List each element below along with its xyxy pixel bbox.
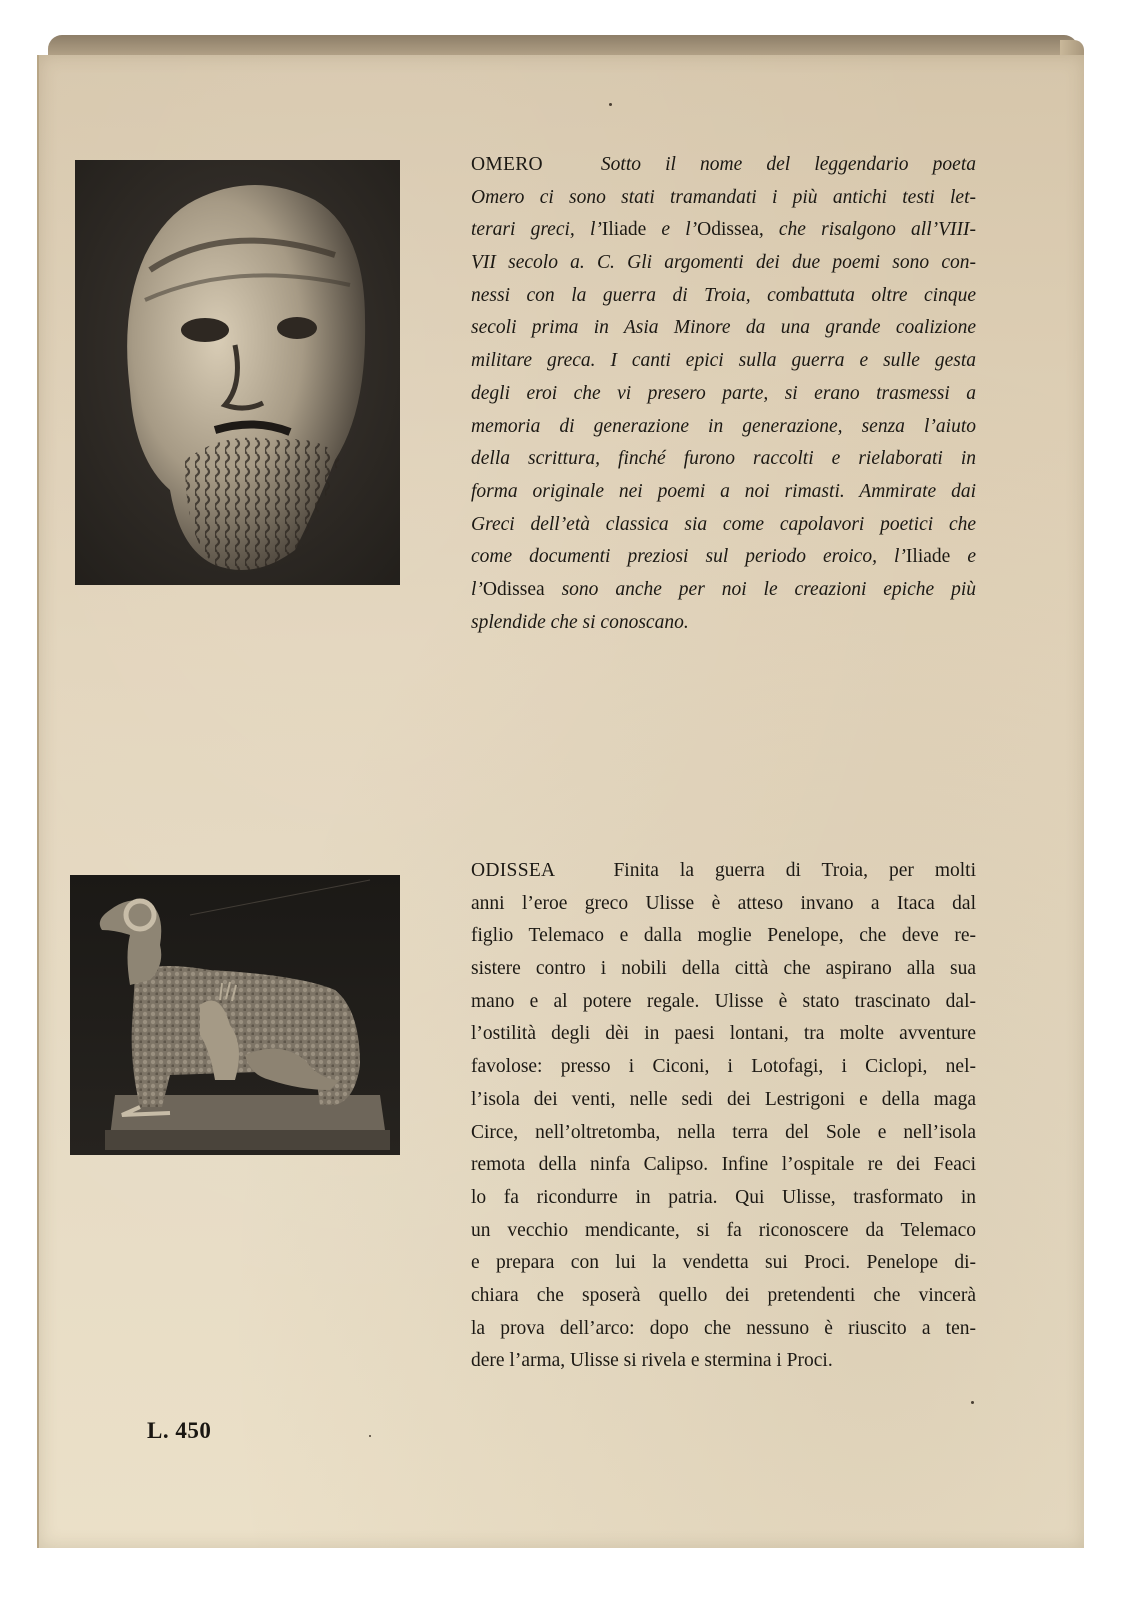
odissea-line: un vecchio mendicante, si fa riconoscere da Telemaco — [471, 1219, 976, 1241]
odissea-heading: ODISSEA — [471, 860, 556, 881]
omero-line: VII secolo a. C. Gli argomenti dei due poemi sono con- — [471, 252, 976, 274]
omero-line: come documenti preziosi sul periodo eroico, l’Iliade e — [471, 546, 977, 568]
odissea-line: favolose: presso i Ciconi, i Lotofagi, i Ciclopi, nel- — [471, 1056, 976, 1078]
odissea-line: remota della ninfa Calipso. Infine l’ospitale re dei Feaci — [471, 1154, 976, 1176]
omero-line: militare greca. I canti epici sulla guerra e sulle gesta — [471, 350, 976, 372]
omero-line: forma originale nei poemi a noi rimasti. Ammirate dai — [471, 480, 976, 502]
omero-line: memoria di generazione in generazione, senza l’aiuto — [471, 415, 976, 437]
omero-line: della scrittura, finché furono raccolti e rielaborati in — [471, 448, 976, 470]
odissea-section — [471, 855, 976, 1378]
omero-line: Omero ci sono stati tramandati i più antichi testi let- — [471, 186, 976, 208]
homer-bust-photo — [75, 160, 400, 585]
odissea-line: Finita la guerra di Troia, per molti — [613, 860, 976, 881]
odissea-line: e prepara con lui la vendetta sui Proci. Penelope di- — [471, 1252, 976, 1274]
paper-speck — [609, 103, 612, 106]
omero-line: degli eroi che vi presero parte, si erano trasmessi a — [471, 382, 976, 404]
price-label: L. 450 — [147, 1418, 212, 1443]
odissea-line: mano e al potere regale. Ulisse è stato trascinato dal- — [471, 990, 976, 1012]
odissea-line: la prova dell’arco: dopo che nessuno è riuscito a ten- — [471, 1317, 976, 1339]
omero-heading: OMERO — [471, 154, 543, 175]
odissea-line: anni l’eroe greco Ulisse è atteso invano a Itaca dal — [471, 892, 976, 914]
odissea-line: Circe, nell’oltretomba, nella terra del Sole e nell’isola — [471, 1121, 976, 1143]
omero-line: Sotto il nome del leggendario poeta — [600, 154, 976, 175]
odissea-line: sistere contro i nobili della città che aspirano alla sua — [471, 958, 976, 980]
odissea-line: l’isola dei venti, nelle sedi dei Lestrigoni e della maga — [471, 1088, 976, 1110]
odissea-line: lo fa ricondurre in patria. Qui Ulisse, trasformato in — [471, 1186, 976, 1208]
omero-line: nessi con la guerra di Troia, combattuta oltre cinque — [471, 284, 976, 306]
omero-section — [471, 149, 976, 639]
paper-speck — [971, 1401, 974, 1404]
paper-speck — [369, 1435, 371, 1437]
odissea-line: figlio Telemaco e dalla moglie Penelope, che deve re- — [471, 925, 976, 947]
ram-sculpture-photo — [70, 875, 400, 1155]
omero-line: l’Odissea sono anche per noi le creazioni epiche più — [471, 578, 976, 600]
odissea-line: dere l’arma, Ulisse si rivela e stermina i Proci. — [471, 1350, 833, 1372]
omero-line: terari greci, l’Iliade e l’Odissea, che risalgono all’VIII- — [471, 219, 976, 241]
back-cover-page — [37, 55, 1084, 1548]
odissea-line: l’ostilità degli dèi in paesi lontani, tra molte avventure — [471, 1023, 976, 1045]
odissea-line: chiara che sposerà quello dei pretendenti che vincerà — [471, 1284, 976, 1306]
omero-line: Greci dell’età classica sia come capolavori poetici che — [471, 513, 976, 535]
omero-line: splendide che si conoscano. — [471, 611, 689, 633]
omero-line: secoli prima in Asia Minore da una grande coalizione — [471, 317, 976, 339]
